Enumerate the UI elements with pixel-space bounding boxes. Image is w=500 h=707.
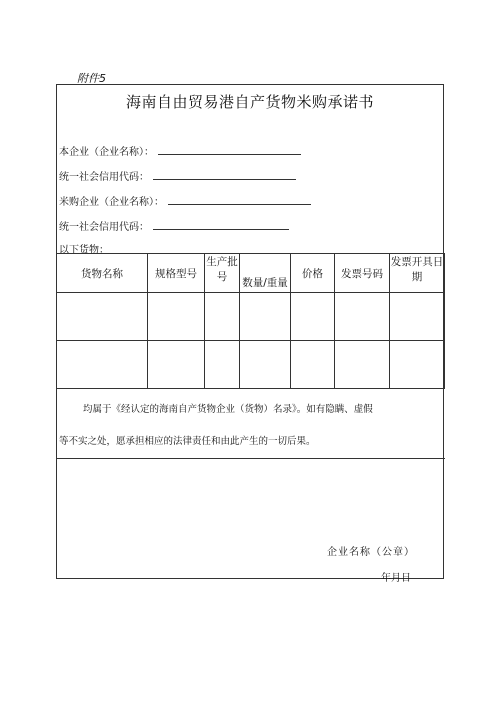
header-price: 价格 [291, 254, 335, 293]
table-cell[interactable] [57, 293, 148, 341]
table-cell[interactable] [240, 341, 291, 389]
goods-intro: 以下货物： [59, 245, 109, 256]
form-title: 海南自由贸易港自产货物米购承诺书 [125, 93, 374, 111]
table-cell[interactable] [335, 341, 390, 389]
table-cell[interactable] [205, 341, 240, 389]
credit-code-blank-2[interactable] [153, 220, 289, 230]
table-row [57, 293, 445, 341]
credit-code-field-2 [59, 218, 289, 233]
date-label: 年月日 [381, 573, 411, 584]
statement-line-2: 等不实之处，愿承担相应的法律责任和由此产生的一切后果。 [59, 436, 316, 447]
header-invoice-date: 发票开具日期 [390, 254, 445, 293]
company-seal-label: 企业名称（公章） [327, 547, 415, 558]
credit-code-label-2: 统一社会信用代码： [59, 222, 149, 233]
table-cell[interactable] [205, 293, 240, 341]
header-invoice-number: 发票号码 [335, 254, 390, 293]
company-name-blank[interactable] [158, 145, 301, 155]
table-cell[interactable] [148, 293, 205, 341]
table-cell[interactable] [291, 341, 335, 389]
table-cell[interactable] [390, 293, 445, 341]
purchaser-name-field [59, 193, 311, 208]
credit-code-label-1: 统一社会信用代码： [59, 172, 149, 183]
credit-code-blank-1[interactable] [153, 170, 296, 180]
purchaser-name-blank[interactable] [168, 195, 311, 205]
table-cell[interactable] [335, 293, 390, 341]
company-name-field [59, 143, 301, 158]
company-name-label: 本企业（企业名称）： [59, 147, 154, 158]
table-row [57, 341, 445, 389]
credit-code-field-1 [59, 168, 296, 183]
statement-line-1: 均属于《经认定的海南自产货物企业（货物）名录》。如有隐瞒、虚假 [83, 404, 373, 415]
goods-table-header-row [57, 254, 445, 293]
attachment-label: 附件5 [77, 72, 106, 85]
table-cell[interactable] [148, 341, 205, 389]
table-cell[interactable] [291, 293, 335, 341]
header-batch-number: 生产批号 [205, 254, 240, 293]
table-cell[interactable] [57, 341, 148, 389]
goods-table [56, 253, 445, 389]
header-spec-model: 规格型号 [148, 254, 205, 293]
commitment-form [56, 84, 444, 584]
table-cell[interactable] [390, 341, 445, 389]
purchaser-name-label: 米购企业（企业名称）： [59, 197, 164, 208]
header-quantity-weight: 数量/重量 [240, 254, 291, 293]
header-goods-name: 货物名称 [57, 254, 148, 293]
commitment-statement [57, 387, 445, 459]
table-cell[interactable] [240, 293, 291, 341]
